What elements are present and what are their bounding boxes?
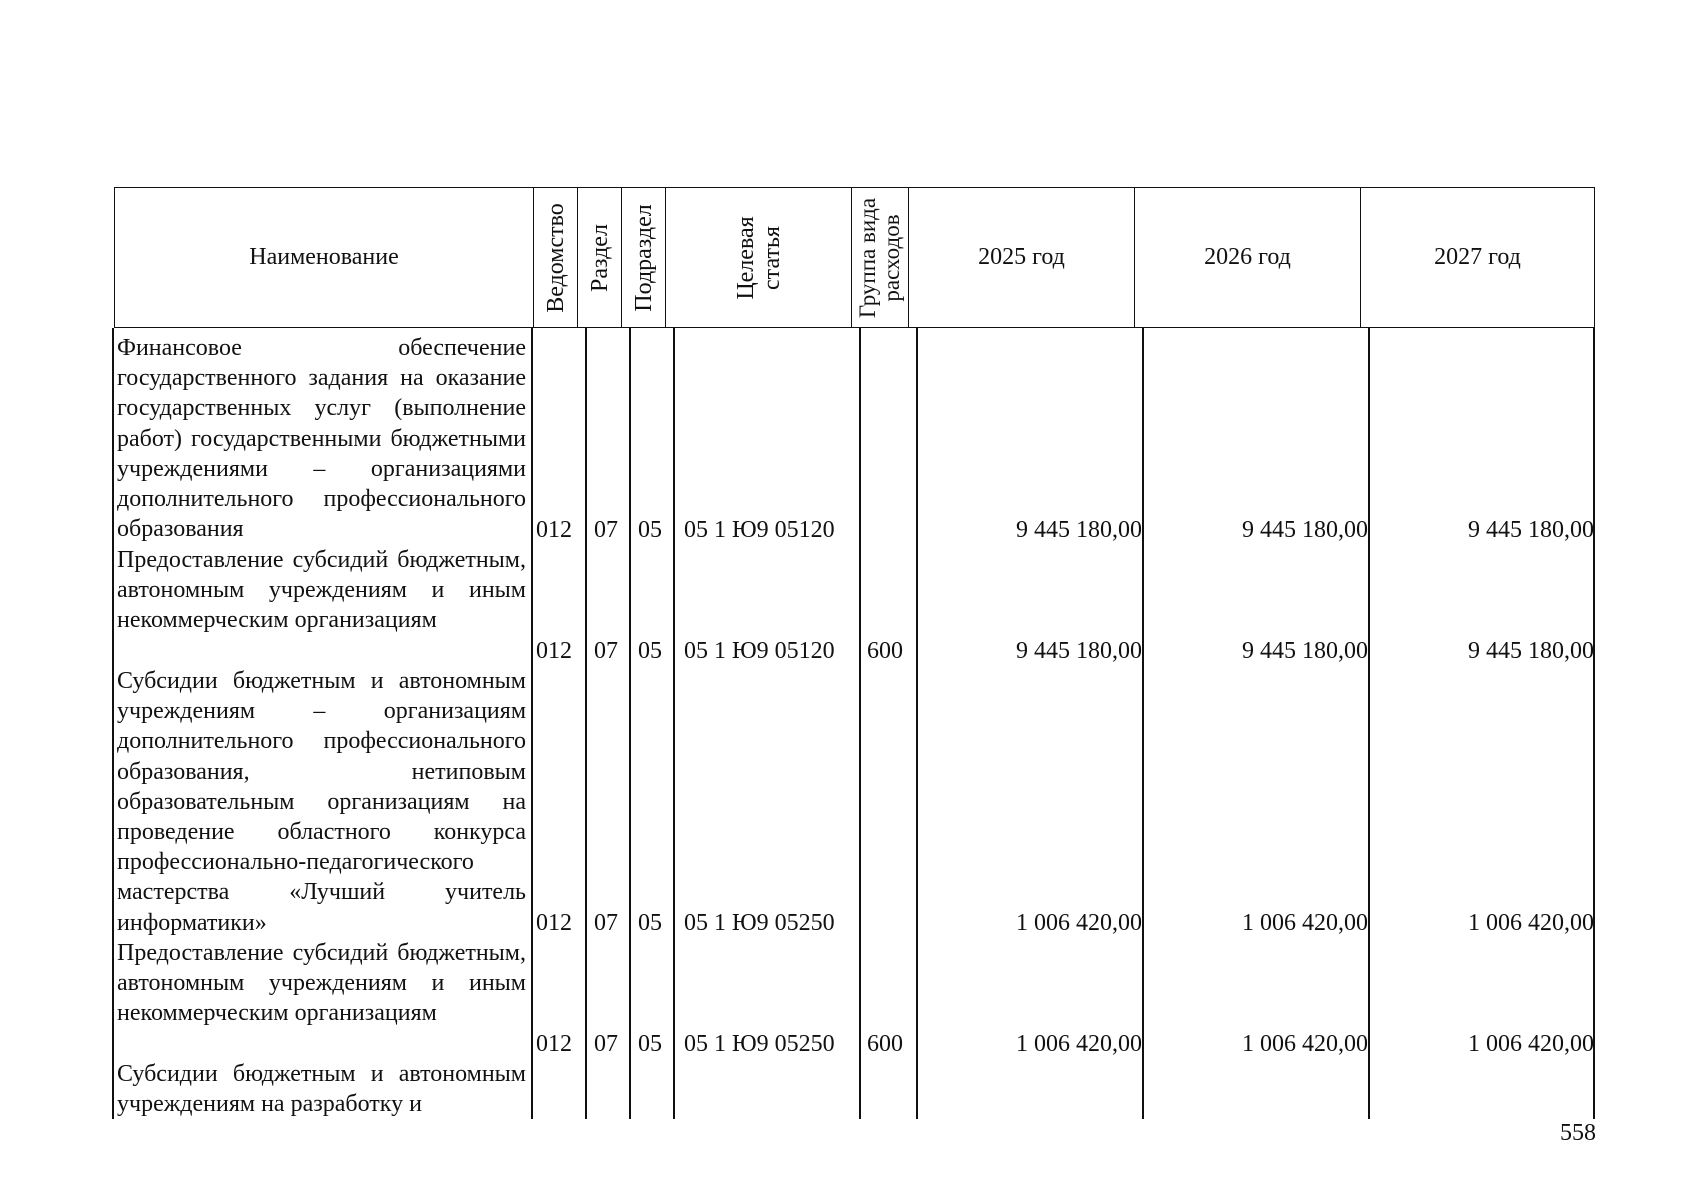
row-podrazdel: 05 xyxy=(638,517,662,543)
header-razdel: Раздел xyxy=(577,188,621,327)
column-line xyxy=(531,328,533,1119)
header-podrazdel: Подраздел xyxy=(621,188,665,327)
row-name: Предоставление субсидий бюджетным, автономным учреждениям и иным некоммерческим организациям xyxy=(117,547,526,634)
row-value-2027: 1 006 420,00 xyxy=(1468,1031,1594,1057)
budget-table xyxy=(114,187,1595,1118)
header-celevaya-statya: Целевая статья xyxy=(665,188,851,327)
row-gruppa: 600 xyxy=(867,1031,903,1057)
header-vedomstvo: Ведомство xyxy=(533,188,577,327)
column-line xyxy=(1593,328,1595,1119)
row-vedomstvo: 012 xyxy=(536,638,572,664)
header-name: Наименование xyxy=(249,244,399,270)
row-vedomstvo: 012 xyxy=(536,1031,572,1057)
column-line xyxy=(585,328,587,1119)
row-value-2026: 1 006 420,00 xyxy=(1242,910,1368,936)
row-value-2025: 9 445 180,00 xyxy=(1016,638,1142,664)
table-header xyxy=(114,187,1595,328)
column-line xyxy=(916,328,918,1119)
row-value-2026: 1 006 420,00 xyxy=(1242,1031,1368,1057)
column-line xyxy=(859,328,861,1119)
column-line xyxy=(1142,328,1144,1119)
row-podrazdel: 05 xyxy=(638,910,662,936)
row-value-2026: 9 445 180,00 xyxy=(1242,517,1368,543)
header-gruppa-vida-rashodov: Группа вида расходов xyxy=(851,188,908,327)
row-razdel: 07 xyxy=(594,1031,618,1057)
row-value-2027: 9 445 180,00 xyxy=(1468,517,1594,543)
column-line xyxy=(112,328,114,1119)
row-celevaya-statya: 05 1 Ю9 05120 xyxy=(684,517,835,543)
row-value-2027: 9 445 180,00 xyxy=(1468,638,1594,664)
column-line xyxy=(629,328,631,1119)
header-2027: 2027 год xyxy=(1360,188,1594,327)
row-name: Субсидии бюджетным и автономным учреждениям на разработку и xyxy=(117,1061,526,1118)
row-name: Субсидии бюджетным и автономным учреждениям – организациям дополнительного профессионального образования, нетиповым образовательным организациям на проведение областного конкурса профессионально-педагогического мастерства «Лучший учитель информатики» xyxy=(117,668,526,936)
row-name: Предоставление субсидий бюджетным, автономным учреждениям и иным некоммерческим организациям xyxy=(117,940,526,1027)
row-razdel: 07 xyxy=(594,638,618,664)
column-line xyxy=(1368,328,1370,1119)
row-razdel: 07 xyxy=(594,910,618,936)
row-value-2025: 9 445 180,00 xyxy=(1016,517,1142,543)
row-celevaya-statya: 05 1 Ю9 05120 xyxy=(684,638,835,664)
row-podrazdel: 05 xyxy=(638,638,662,664)
row-vedomstvo: 012 xyxy=(536,517,572,543)
row-vedomstvo: 012 xyxy=(536,910,572,936)
row-name: Финансовое обеспечение государственного задания на оказание государственных услуг (выполнение работ) государственными бюджетными учреждениями – организациями дополнительного профессионального образования xyxy=(117,335,526,543)
row-value-2025: 1 006 420,00 xyxy=(1016,910,1142,936)
row-value-2027: 1 006 420,00 xyxy=(1468,910,1594,936)
header-2026: 2026 год xyxy=(1134,188,1360,327)
header-2025: 2025 год xyxy=(908,188,1134,327)
row-celevaya-statya: 05 1 Ю9 05250 xyxy=(684,1031,835,1057)
row-gruppa: 600 xyxy=(867,638,903,664)
row-celevaya-statya: 05 1 Ю9 05250 xyxy=(684,910,835,936)
row-value-2026: 9 445 180,00 xyxy=(1242,638,1368,664)
row-podrazdel: 05 xyxy=(638,1031,662,1057)
page-number: 558 xyxy=(1560,1120,1596,1146)
row-value-2025: 1 006 420,00 xyxy=(1016,1031,1142,1057)
row-razdel: 07 xyxy=(594,517,618,543)
column-line xyxy=(673,328,675,1119)
